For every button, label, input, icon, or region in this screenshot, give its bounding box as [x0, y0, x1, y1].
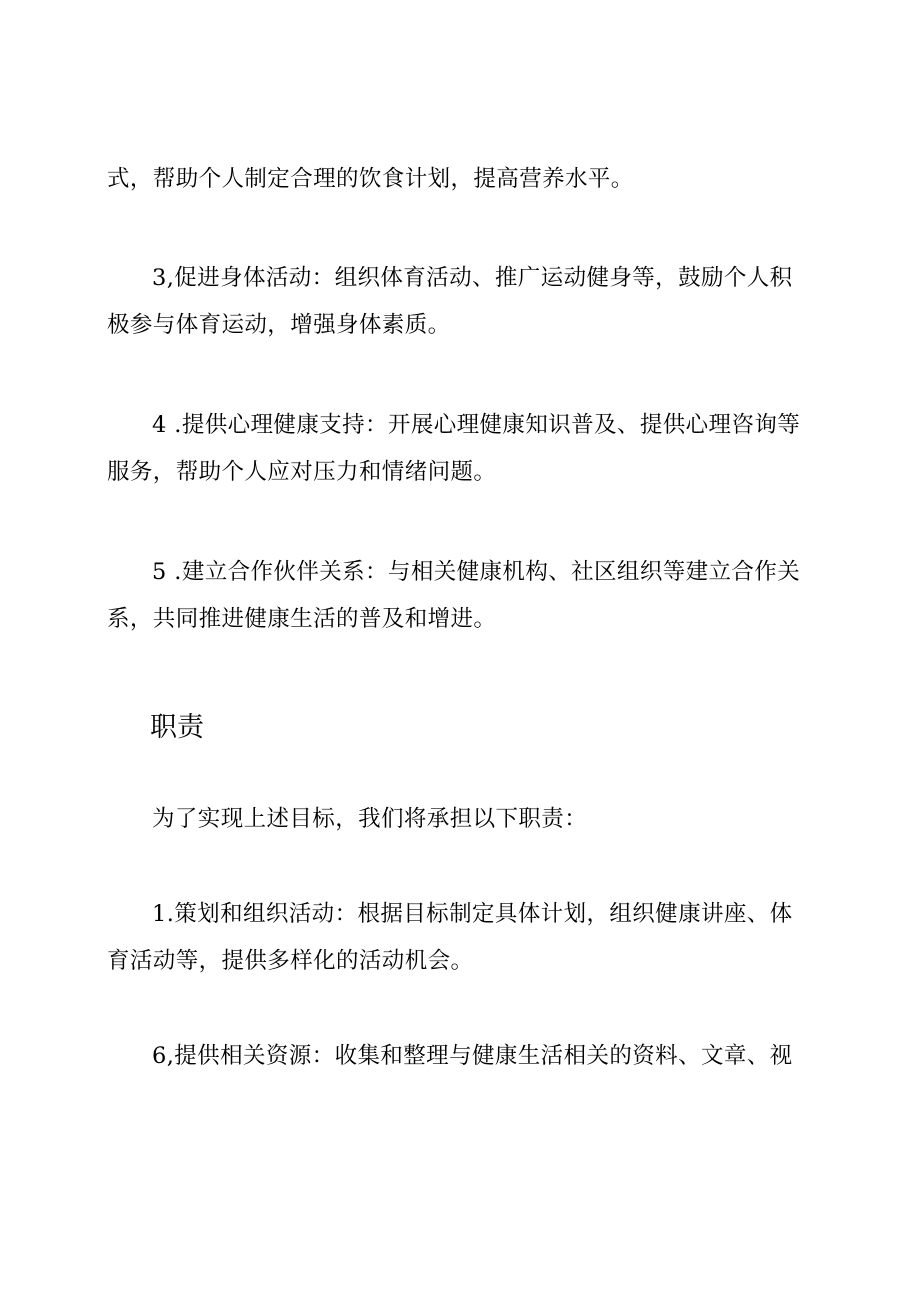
list-item-plan-activities: 1.策划和组织活动：根据目标制定具体计划，组织健康讲座、体育活动等，提供多样化的活动机会。 — [107, 901, 793, 974]
list-item-provide-resources: 6,提供相关资源：收集和整理与健康生活相关的资料、文章、视 — [152, 1043, 793, 1069]
paragraph-physical-activity: 3,促进身体活动：组织体育活动、推广运动健身等，鼓励个人积极参与体育运动，增强身体素质。 — [107, 265, 793, 338]
paragraph-partnerships: 5 .建立合作伙伴关系：与相关健康机构、社区组织等建立合作关系，共同推进健康生活的普及和增进。 — [107, 559, 801, 632]
paragraph-diet-continuation: 式，帮助个人制定合理的饮食计划，提高营养水平。 — [107, 166, 634, 192]
section-intro: 为了实现上述目标，我们将承担以下职责： — [152, 806, 588, 832]
section-heading-responsibilities: 职责 — [150, 712, 204, 743]
paragraph-mental-health: 4 .提供心理健康支持：开展心理健康知识普及、提供心理咨询等服务，帮助个人应对压力和情绪问题。 — [107, 412, 801, 485]
